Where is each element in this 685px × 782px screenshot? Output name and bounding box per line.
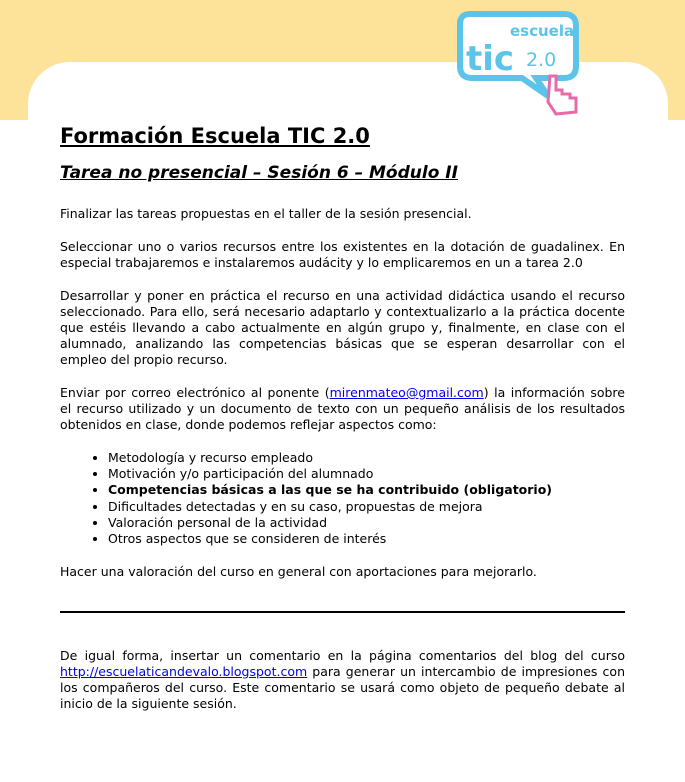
document-title: Formación Escuela TIC 2.0 [60,124,370,148]
paragraph-evaluate-course: Hacer una valoración del curso en general con aportaciones para mejorarlo. [60,564,537,580]
send-email-text-before: Enviar por correo electrónico al ponente ( [60,385,330,400]
document-subtitle: Tarea no presencial – Sesión 6 – Módulo II [60,163,458,183]
aspects-list [60,450,625,547]
list-item: • Dificultades detectadas y en su caso, propuestas de mejora [108,499,625,515]
logo-tic-text: tic [466,39,515,79]
list-item: • Otros aspectos que se consideren de interés [108,531,625,547]
list-item: • Competencias básicas a las que se ha contribuido (obligatorio) [108,482,625,498]
blog-text-after: para generar un intercambio de impresiones con los compañeros del curso. Este comentario se usará como objeto de pequeño debate al inicio de la siguiente sesión. [60,664,625,712]
blog-link[interactable]: http://escuelaticandevalo.blogspot.com [60,664,308,680]
email-link[interactable]: mirenmateo@gmail.com [329,385,484,400]
section-divider [60,611,625,613]
logo-escuela-text: escuela [510,22,575,40]
blog-text-before: De igual forma, insertar un comentario en la página comentarios del blog del curso [60,648,625,664]
document-body [60,120,625,712]
pointer-hand-icon [548,76,576,114]
list-item: • Metodología y recurso empleado [108,450,625,466]
paragraph-finalize: Finalizar las tareas propuestas en el taller de la sesión presencial. [60,206,472,221]
logo-version-text: 2.0 [526,49,557,71]
paragraph-select-resources: Seleccionar uno o varios recursos entre los existentes en la dotación de guadalinex. En especial trabajaremos e instalaremos audácity y lo emplicaremos en un a tarea 2.0 [60,239,625,270]
list-item: • Valoración personal de la actividad [108,515,625,531]
paragraph-blog-comment [60,648,625,712]
escuela-tic-logo [452,10,586,120]
paragraph-send-email [60,385,625,433]
paragraph-develop: Desarrollar y poner en práctica el recurso en una actividad didáctica usando el recurso seleccionado. Para ello, será necesario adaptarlo y contextualizarlo a la práctica docente que estéis llevando a cabo actualmente en algún grupo y, finalmente, en clase con el alumnado, analizando las competencias básicas que se esperan desarrollar con el empleo del propio recurso. [60,288,625,367]
list-item: • Motivación y/o participación del alumnado [108,466,625,482]
send-email-text-after: ) la información sobre el recurso utilizado y un documento de texto con un pequeño análisis de los resultados obtenidos en clase, donde podemos reflejar aspectos como: [60,385,625,432]
